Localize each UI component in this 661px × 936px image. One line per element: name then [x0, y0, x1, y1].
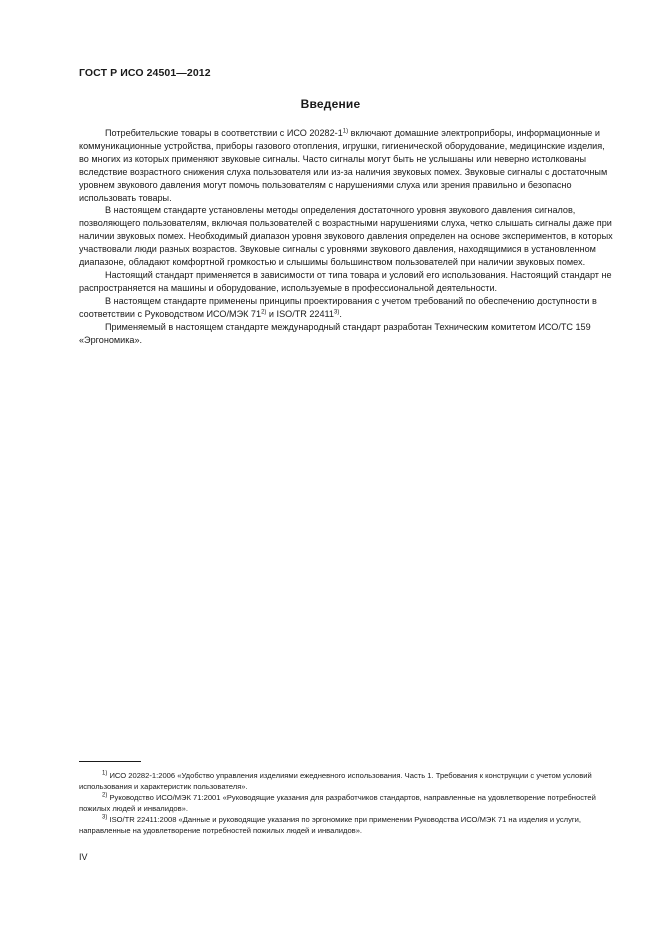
paragraph-2: В настоящем стандарте установлены методы определения достаточного уровня звукового давления сигналов, позволяющего пользователям, включая пользователей с возрастными нарушениями слуха, четко слышать сигналы даже при наличии звуковых помех. Необходимый диапазон уровня звукового давления определен на основе экспериментов, в которых участвовали люди разных возрастов. Звуковые сигналы с уровнями звукового давления, находящимися в установленном диапазоне, обладают комфортной громкостью и слышимы большинством пользователей при наличии звуковых помех.: [79, 205, 613, 268]
footnote-divider: [79, 761, 141, 762]
paragraph-4-text-c: .: [339, 308, 342, 319]
footnote-ref-3: 3): [334, 309, 340, 316]
footnote-3-text: ISO/TR 22411:2008 «Данные и руководящие указания по эргономике при применении Руководства ИСО/МЭК 71 на изделия и услуги, направленные на удовлетворение потребностей пожилых людей и инвалидов».: [79, 815, 582, 836]
paragraph-4: [79, 295, 613, 321]
paragraph-1-text-b: включают домашние электроприборы, информационные и коммуникационные устройства, приборы газового отопления, игрушки, гигиенической оборудование, медицинские изделия, во многих из которых применяют звуковые сигналы. Часто сигналы могут быть не услышаны или неверно истолкованы вследствие возрастного снижения слуха пользователя или из-за наличия звуковых помех. Звуковые сигналы с достаточным уровнем звукового давления могут помочь пользователям с нарушениями слуха или зрения правильно и безопасно использовать товары.: [79, 128, 608, 203]
paragraph-5: Применяемый в настоящем стандарте международный стандарт разработан Техническим комитетом ИСО/ТС 159 «Эргономика».: [79, 321, 591, 345]
document-header-code: ГОСТ Р ИСО 24501—2012: [79, 67, 211, 79]
footnotes: [79, 770, 613, 837]
footnote-ref-1: 1): [342, 128, 349, 135]
footnote-3: [79, 814, 613, 836]
paragraph-4-text-a: В настоящем стандарте применены принципы проектирования с учетом требований по обеспечению доступности в соответствии с Руководством ИСО/МЭК 71: [79, 295, 597, 319]
footnote-3-mark: 3): [102, 814, 108, 821]
paragraph-3: Настоящий стандарт применяется в зависимости от типа товара и условий его использования. Настоящий стандарт не распространяется на машины и оборудование, используемые в профессиональной деятельности.: [79, 269, 612, 293]
section-title: Введение: [300, 97, 361, 111]
footnote-2-text: Руководство ИСО/МЭК 71:2001 «Руководящие указания для разработчиков стандартов, направленные на удовлетворение потребностей пожилых людей и инвалидов».: [79, 793, 596, 814]
footnote-1-mark: 1): [102, 770, 108, 777]
footnote-1-text: ИСО 20282-1:2006 «Удобство управления изделиями ежедневного использования. Часть 1. Требования к конструкции с учетом условий использования и характеристик пользователя».: [79, 771, 592, 792]
introduction-body: [79, 127, 613, 346]
footnote-2-mark: 2): [102, 792, 108, 799]
paragraph-1-text-a: Потребительские товары в соответствии с ИСО 20282-1: [105, 128, 343, 138]
page-number: IV: [79, 852, 88, 862]
footnote-ref-2: 2): [261, 309, 267, 316]
footnote-1: [79, 770, 613, 792]
paragraph-1: [79, 127, 613, 204]
paragraph-4-text-b: и ISO/TR 22411: [266, 308, 334, 319]
footnote-2: [79, 792, 613, 814]
